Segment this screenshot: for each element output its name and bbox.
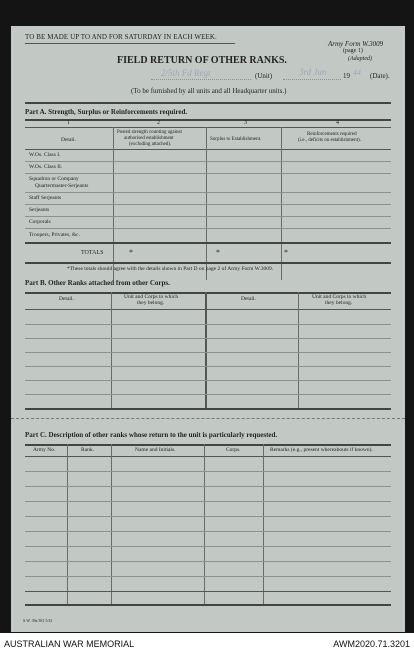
col-detail-header: Detail. xyxy=(61,137,76,143)
part-c-row-rule-9 xyxy=(25,591,391,592)
part-c-army-no-header: Army No. xyxy=(33,447,56,453)
part-b-detail-header-right: Detail. xyxy=(241,296,256,302)
col-reinf-header-2: (i.e., deficits on establishment). xyxy=(298,138,361,143)
date-line xyxy=(283,79,341,80)
footer-institution: AUSTRALIAN WAR MEMORIAL xyxy=(4,639,135,649)
part-b-unit-header-left-2: they belong. xyxy=(137,300,165,306)
part-b-detail-header-left: Detail. xyxy=(59,296,74,302)
part-c-row-rule-1 xyxy=(25,471,391,472)
part-b-row-rule-5 xyxy=(25,380,391,381)
date-label: (Date). xyxy=(370,72,390,80)
part-c-row-rule-3 xyxy=(25,501,391,502)
row-rule-5 xyxy=(25,216,391,217)
row-rule-1 xyxy=(25,161,391,162)
part-b-unit-header-right-2: they belong. xyxy=(325,300,353,306)
part-b-unit-header-left-1: Unit and Corps to which xyxy=(124,294,179,300)
row-rule-4 xyxy=(25,204,391,205)
part-a-bottom-rule xyxy=(25,262,391,264)
top-note-underline xyxy=(25,43,235,44)
part-b-row-rule-6 xyxy=(25,394,391,395)
col-posted-header-1: Posted strength counting against xyxy=(117,130,182,135)
part-b-col-divider-1 xyxy=(111,292,112,408)
part-c-corps-header: Corps. xyxy=(226,447,241,453)
footer-accession-number: AWM2020.71.3201 xyxy=(333,639,410,649)
adapted-label: (Adapted) xyxy=(348,56,372,62)
col-number-4: 4 xyxy=(336,120,339,126)
totals-star-col3: * xyxy=(216,248,220,257)
col-number-2: 2 xyxy=(157,120,160,126)
part-c-row-rule-6 xyxy=(25,546,391,547)
part-b-row-rule-3 xyxy=(25,352,391,353)
totals-label: TOTALS xyxy=(81,250,104,256)
part-b-bottom-rule xyxy=(25,408,391,410)
print-code: S.W. 39a 581 5/41 xyxy=(23,618,53,623)
part-a-heading: Part A. Strength, Surplus or Reinforcements required. xyxy=(25,108,188,116)
part-b-unit-header-right-1: Unit and Corps to which xyxy=(312,294,367,300)
form-sheet xyxy=(11,26,405,632)
part-b-heading: Part B. Other Ranks attached from other Corps. xyxy=(25,279,170,287)
part-c-row-rule-7 xyxy=(25,561,391,562)
row-rule-3 xyxy=(25,192,391,193)
part-c-row-rule-2 xyxy=(25,486,391,487)
col-number-rule xyxy=(25,127,391,128)
part-c-row-rule-5 xyxy=(25,531,391,532)
totals-star-col4: * xyxy=(284,248,288,257)
part-b-header-rule xyxy=(25,309,391,310)
year-prefix: 19 xyxy=(343,72,350,80)
row-sqn-coy: Squadron or Company xyxy=(29,176,79,182)
furnished-note: (To be furnished by all units and all Headquarter units.) xyxy=(131,87,287,95)
part-b-col-divider-2 xyxy=(205,292,207,408)
handwritten-year: 44 xyxy=(353,68,361,77)
row-wo-class-2: W.Os. Class II. xyxy=(29,164,63,170)
form-title: FIELD RETURN OF OTHER RANKS. xyxy=(117,55,287,66)
col-surplus-header: Surplus to Establishment. xyxy=(210,137,262,142)
page-number: (page 1) xyxy=(343,48,363,54)
part-b-row-rule-4 xyxy=(25,366,391,367)
part-a-header-rule xyxy=(25,149,391,150)
col-number-1: 1 xyxy=(67,120,70,126)
header-rule xyxy=(25,102,391,104)
col-reinf-header-1: Reinforcements required xyxy=(307,132,357,137)
handwritten-unit: 2/5th Fd Regt xyxy=(161,68,211,78)
part-c-remarks-header: Remarks (e.g., present whereabouts if known). xyxy=(270,447,373,453)
row-rule-6 xyxy=(25,228,391,229)
row-staff-serjeants: Staff Serjeants xyxy=(29,195,62,201)
part-b-row-rule-2 xyxy=(25,338,391,339)
part-c-name-header: Name and Initials. xyxy=(135,447,176,453)
part-a-footnote: *These totals should agree with the details shown in Part D on page 2 of Army Form W.3009. xyxy=(67,266,274,272)
part-b-col-divider-3 xyxy=(298,292,299,408)
part-b-row-rule-1 xyxy=(25,324,391,325)
totals-top-rule xyxy=(25,242,391,244)
part-c-header-rule xyxy=(25,456,391,457)
totals-star-col2: * xyxy=(129,248,133,257)
part-c-bottom-rule xyxy=(25,604,391,606)
row-corporals: Corporals xyxy=(29,219,51,225)
unit-label: (Unit) xyxy=(255,72,273,80)
perforation-line xyxy=(11,418,405,419)
part-c-heading: Part C. Description of other ranks whose return to the unit is particularly requested. xyxy=(25,431,278,439)
part-c-top-rule xyxy=(25,444,391,446)
row-serjeants: Serjeants xyxy=(29,207,50,213)
top-note: TO BE MADE UP TO AND FOR SATURDAY IN EACH WEEK. xyxy=(25,33,217,41)
part-c-col-divider-2 xyxy=(111,444,112,604)
row-wo-class-1: W.Os. Class I. xyxy=(29,152,61,158)
part-c-row-rule-4 xyxy=(25,516,391,517)
col-number-3: 3 xyxy=(244,120,247,126)
part-c-rank-header: Rank. xyxy=(81,447,94,453)
part-c-col-divider-4 xyxy=(263,444,264,604)
col-posted-header-2: authorised establishment xyxy=(124,136,174,141)
col-posted-header-3: (excluding attached). xyxy=(129,142,172,147)
row-rule-2 xyxy=(25,173,391,174)
part-c-col-divider-3 xyxy=(204,444,205,604)
handwritten-date: 3rd Jun xyxy=(299,67,327,77)
part-c-col-divider-1 xyxy=(67,444,68,604)
row-qm-serjeants: Quartermaster-Serjeants xyxy=(35,183,89,189)
part-c-row-rule-8 xyxy=(25,576,391,577)
army-form-number: Army Form W.3009 xyxy=(328,40,384,48)
row-troopers: Troopers, Privates, &c. xyxy=(29,232,80,238)
archive-footer xyxy=(0,633,414,653)
unit-line xyxy=(151,79,251,80)
